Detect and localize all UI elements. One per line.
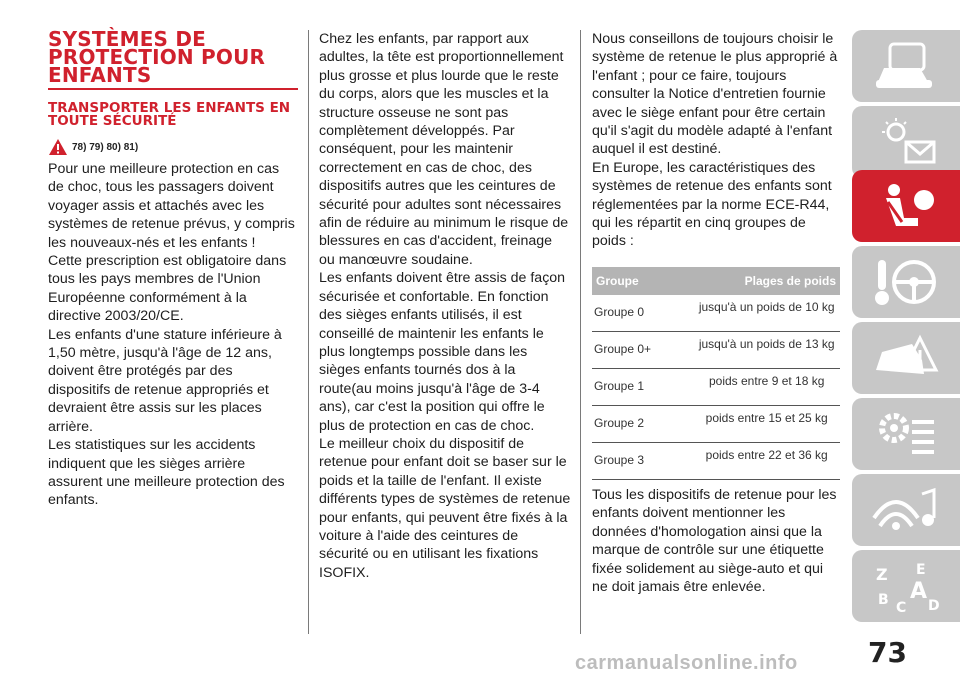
service-gears-icon <box>870 406 942 462</box>
weight-range-cell: poids entre 9 et 18 kg <box>655 368 840 405</box>
col3-paragraphs-outro: Tous les dispositifs de retenue pour les enfants doivent mentionner les données d'homologation ainsi que la marque de contrôle sur une étiquette fixée solidement au siège-auto et qui ne doit jamais être enlevée. <box>592 486 837 595</box>
chapter-tab-index[interactable] <box>852 550 960 622</box>
chapter-tab-maintenance[interactable] <box>852 398 960 470</box>
car-info-icon <box>870 38 942 94</box>
svg-text:A: A <box>910 579 928 604</box>
weight-range-cell: poids entre 22 et 36 kg <box>655 442 840 479</box>
col3-paragraphs-intro: Nous conseillons de toujours choisir le système de retenue le plus approprié à l'enfant ; pour ce faire, toujours consulter la Notice d'entretien fournie avec le siège enfant pour être certain qu'il s'agit du modèle adapté à l'enfant auquel il est destiné. En Europe, les caractéristiques des systèmes de retenue des enfants sont réglementées par la norme ECE-R44, qui les répartit en cinq groupes de poids : <box>592 31 838 250</box>
column-3 <box>592 30 842 596</box>
chapter-tab-emergency[interactable] <box>852 322 960 394</box>
svg-text:E: E <box>916 562 926 578</box>
multimedia-icon <box>870 482 942 538</box>
group-cell: Groupe 1 <box>592 368 655 405</box>
dashboard-lights-icon <box>870 114 942 170</box>
table-header-group: Groupe <box>592 267 655 295</box>
weight-range-cell: poids entre 15 et 25 kg <box>655 405 840 442</box>
weight-groups-table <box>592 267 840 480</box>
group-cell: Groupe 3 <box>592 442 655 479</box>
table-header-weight: Plages de poids <box>655 267 840 295</box>
warning-triangle-icon <box>48 138 68 156</box>
table-row <box>592 405 840 442</box>
table-row <box>592 331 840 368</box>
weight-range-cell: jusqu'à un poids de 10 kg <box>655 295 840 332</box>
warning-references <box>48 138 298 156</box>
table-row <box>592 295 840 332</box>
page-number: 73 <box>868 636 907 669</box>
column-1 <box>48 27 298 510</box>
column-divider <box>580 30 581 634</box>
col2-paragraphs: Chez les enfants, par rapport aux adultes, la tête est proportionnellement plus grosse et plus lourde que le reste du corps, alors que les muscles et la structure osseuse ne sont pas complètement développés. Par conséquent, pour les maintenir correctement en cas de choc, des dispositifs autres que les ceintures de sécurité pour adultes sont nécessaires afin de réduire au minimum le risque de blessures en cas d'accident, freinage ou manœuvre soudaine. Les enfants doivent être assis de façon sécurisée et confortable. En fonction des sièges enfants utilisés, il est conseillé de maintenir les enfants le plus longtemps possible dans les sièges enfants tournés dos à la route(au moins jusqu'à l'âge de 3-4 ans), car c'est la position qui offre le plus de protection en cas de choc. Le meilleur choix du dispositif de retenue pour enfant doit se baser sur le poids et la taille de l'enfant. Il existe différents types de systèmes de retenue pour enfants, qui peuvent être fixés à la voiture à l'aide des ceintures de sécurité ou en utilisant les fixations ISOFIX. <box>319 31 571 581</box>
column-divider <box>308 30 309 634</box>
seat-airbag-icon <box>870 178 942 234</box>
svg-text:D: D <box>928 598 940 614</box>
car-breakdown-icon <box>870 330 942 386</box>
col1-paragraphs: Pour une meilleure protection en cas de choc, tous les passagers doivent voyager assis et attachés avec les systèmes de retenue prévus, y compris les nouveaux-nés et les enfants ! Cette prescription est obligatoire dans tous les pays membres de l'Union Européenne conformément à la directive 2003/20/CE. Les enfants d'une stature inférieure à 1,50 mètre, jusqu'à l'âge de 12 ans, doivent être protégés par des dispositifs de retenue appropriés et devraient être assis sur les places arrière. Les statistiques sur les accidents indiquent que les sièges arrière assurent une meilleure protection des enfants. <box>48 161 295 509</box>
group-cell: Groupe 0 <box>592 295 655 332</box>
svg-text:B: B <box>878 592 889 608</box>
svg-text:Z: Z <box>876 565 888 584</box>
table-header-row <box>592 267 840 295</box>
chapter-tab-safety[interactable] <box>852 170 960 242</box>
table-row <box>592 442 840 479</box>
warning-refs-text: 78) 79) 80) 81) <box>72 141 139 153</box>
chapter-tab-dashboard[interactable] <box>852 106 960 178</box>
group-cell: Groupe 2 <box>592 405 655 442</box>
alphabetical-index-icon <box>870 558 942 614</box>
chapter-tab-car-info[interactable] <box>852 30 960 102</box>
table-row <box>592 368 840 405</box>
chapter-tab-multimedia[interactable] <box>852 474 960 546</box>
column-2 <box>319 30 571 582</box>
group-cell: Groupe 0+ <box>592 331 655 368</box>
chapter-tab-starting[interactable] <box>852 246 960 318</box>
key-steering-wheel-icon <box>870 254 942 310</box>
watermark: carmanualsonline.info <box>575 652 798 674</box>
svg-text:C: C <box>896 600 907 614</box>
weight-range-cell: jusqu'à un poids de 13 kg <box>655 331 840 368</box>
section-title: SYSTÈMES DE PROTECTION POUR ENFANTS <box>48 30 298 90</box>
section-subtitle: TRANSPORTER LES ENFANTS EN TOUTE SÉCURITÉ <box>48 100 291 129</box>
